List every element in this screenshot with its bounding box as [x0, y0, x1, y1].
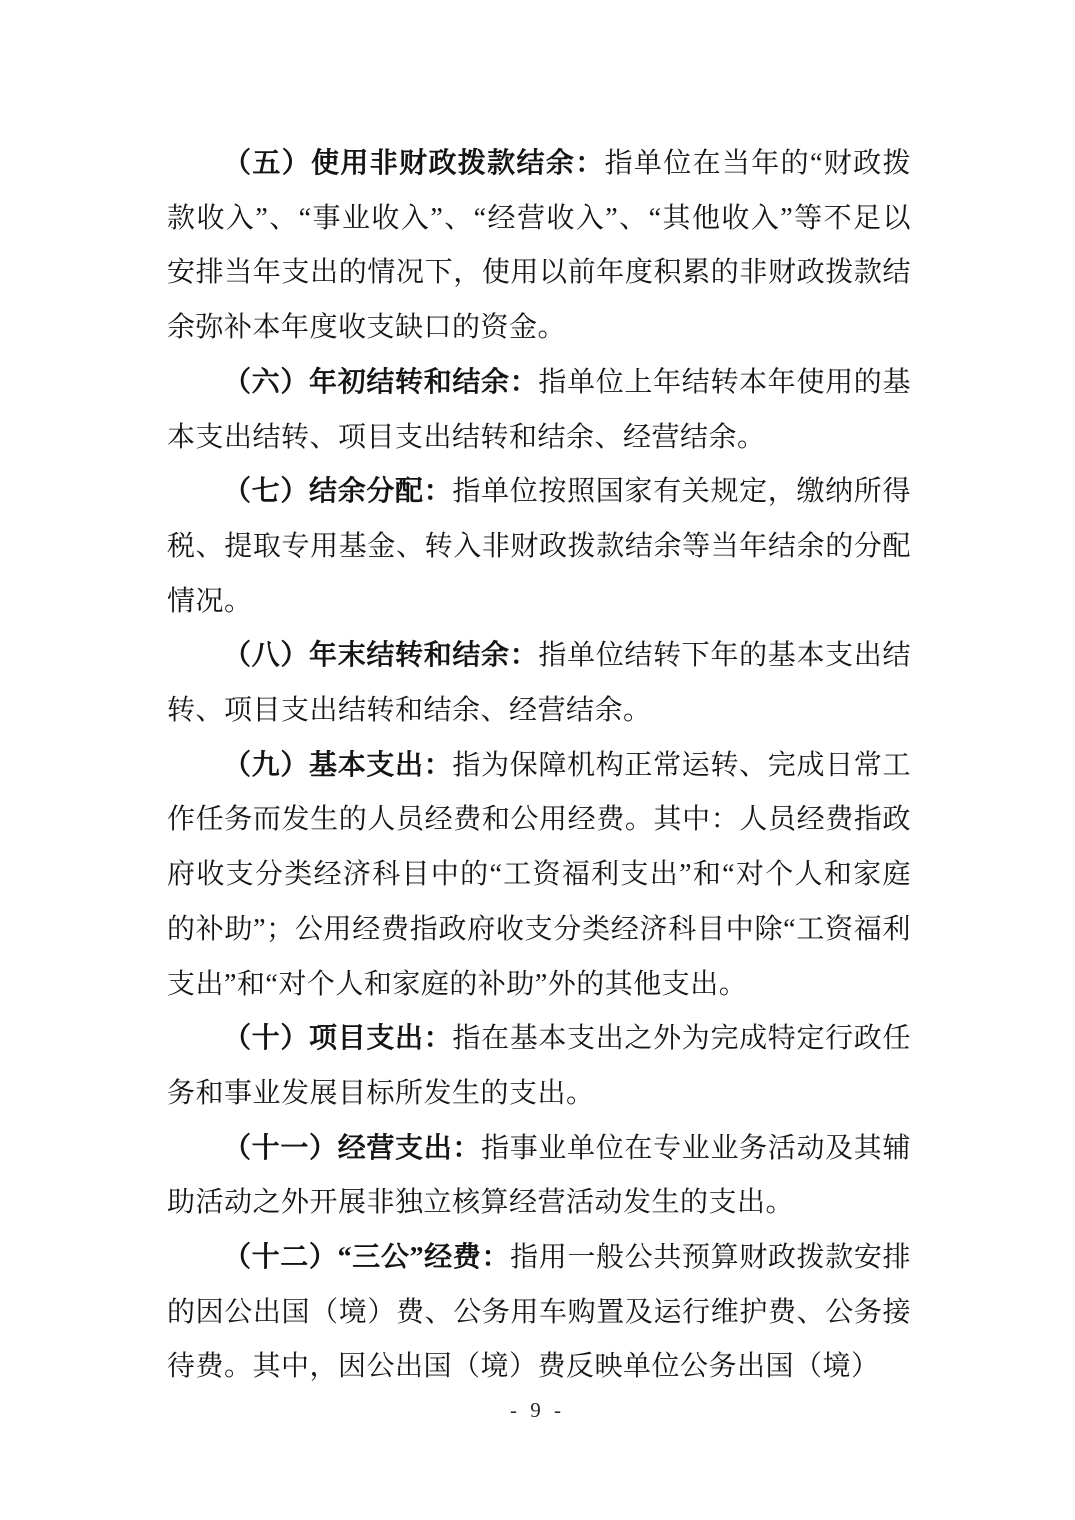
term-definition: 指用一般公共预算财政拨款安排的因公出国（境）费、公务用车购置及运行维护费、公务接待费。其中，因公出国（境）费反映单位公务出国（境） [167, 1242, 911, 1383]
term-definition: 指为保障机构正常运转、完成日常工作任务而发生的人员经费和公用经费。其中：人员经费指政府收支分类经济科目中的“工资福利支出”和“对个人和家庭的补助”；公用经费指政府收支分类经济科目中除“工资福利支出”和“对个人和家庭的补助”外的其他支出。 [167, 749, 911, 1000]
paragraph-item-5 [167, 137, 911, 356]
page-number: - 9 - [510, 1398, 565, 1422]
term-label: （八）年末结转和结余： [223, 640, 539, 672]
paragraph-item-8 [167, 629, 911, 738]
term-definition: 指单位上年结转本年使用的基本支出结转、项目支出结转和结余、经营结余。 [167, 366, 911, 453]
term-definition: 指事业单位在专业业务活动及其辅助活动之外开展非独立核算经营活动发生的支出。 [167, 1132, 911, 1219]
paragraph-item-7 [167, 465, 911, 629]
term-label: （九）基本支出： [223, 749, 453, 781]
document-body [167, 137, 911, 1395]
term-label: （六）年初结转和结余： [223, 366, 539, 398]
paragraph-item-11 [167, 1122, 911, 1231]
term-definition: 指在基本支出之外为完成特定行政任务和事业发展目标所发生的支出。 [167, 1023, 911, 1109]
term-label: （十二）“三公”经费： [223, 1242, 511, 1274]
term-definition: 指单位按照国家有关规定，缴纳所得税、提取专用基金、转入非财政拨款结余等当年结余的分配情况。 [167, 476, 911, 617]
paragraph-item-9 [167, 739, 911, 1013]
term-label: （五）使用非财政拨款结余： [223, 148, 605, 179]
paragraph-item-12 [167, 1231, 911, 1395]
paragraph-item-10 [167, 1012, 911, 1121]
term-label: （十）项目支出： [223, 1023, 453, 1055]
term-definition: 指单位结转下年的基本支出结转、项目支出结转和结余、经营结余。 [167, 640, 911, 727]
term-label: （十一）经营支出： [223, 1132, 482, 1164]
term-definition: 指单位在当年的“财政拨款收入”、“事业收入”、“经营收入”、“其他收入”等不足以安排当年支出的情况下，使用以前年度积累的非财政拨款结余弥补本年度收支缺口的资金。 [167, 148, 911, 344]
paragraph-item-6 [167, 356, 911, 465]
term-label: （七）结余分配： [223, 476, 453, 508]
